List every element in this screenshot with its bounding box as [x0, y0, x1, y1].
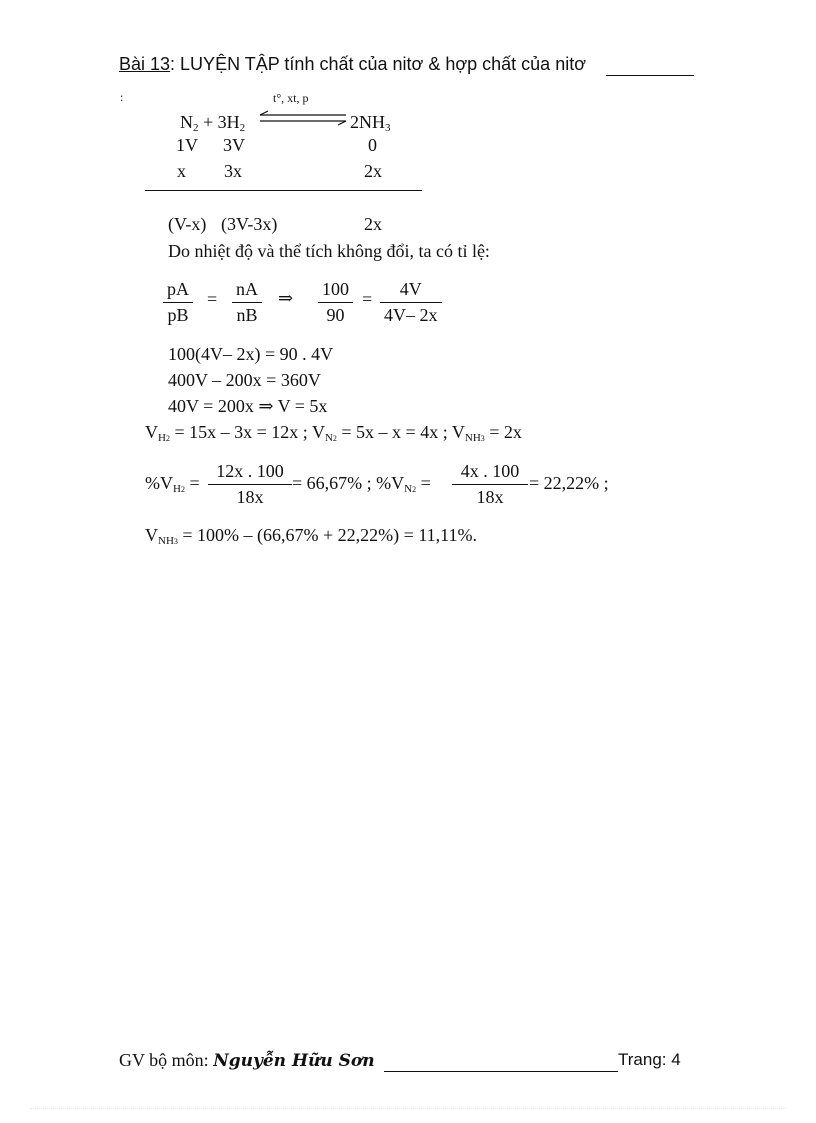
footer-teacher: GV bộ môn: Nguyễn Hữu Sơn: [119, 1050, 375, 1071]
reaction-right: $2NH_3$: [350, 112, 391, 134]
row-initial-b: 3V: [223, 135, 245, 155]
fraction-volumes: 4V 4V– 2x: [380, 279, 442, 326]
row-react-b: 3x: [224, 161, 242, 181]
percent-middle: = 66,67% ; $\%V_{N2}$ =: [292, 473, 431, 495]
equation-2: 400V – 200x = 360V: [168, 370, 321, 390]
ratio-equals-1: =: [207, 289, 218, 309]
bottom-divider: [30, 1108, 786, 1109]
lesson-title: : LUYỆN TẬP tính chất của nitơ & hợp chất của nitơ: [170, 54, 587, 74]
footer-rule: [384, 1071, 618, 1072]
row-eq-a: (V-x): [168, 214, 207, 234]
title-underline: [606, 75, 694, 76]
fraction-numbers: 100 90: [318, 279, 353, 326]
equilibrium-arrow-icon: [258, 110, 348, 128]
volumes-line: $V_{H2} = 15x - 3x = 12x$ ; $V_{N2} = 5x - x = 4x$ ; $V_{NH3} = 2x$: [145, 422, 522, 444]
equation-1: 100(4V– 2x) = 90 . 4V: [168, 344, 334, 364]
row-eq-b: (3V-3x): [221, 214, 278, 234]
implies-icon: ⇒: [278, 288, 294, 308]
row-initial-a: 1V: [176, 135, 198, 155]
equation-3: 40V = 200x ⇒ V = 5x: [168, 396, 328, 416]
lesson-number: Bài 13: [119, 54, 171, 74]
page-title: [119, 54, 586, 75]
fraction-n2-percent: 4x . 100 18x: [452, 461, 528, 508]
bullet-mark: :: [120, 90, 124, 104]
row-eq-c: 2x: [364, 214, 382, 234]
teacher-signature: Nguyễn Hữu Sơn: [213, 1051, 375, 1071]
percent-end: = 22,22% ;: [529, 473, 609, 493]
nh3-volume-line: $V_{NH3} = 100\% - (66,67\% + 22,22\%) = 11,11\%$.: [145, 525, 477, 547]
percent-h2-label: $\%V_{H2}$ =: [145, 473, 200, 495]
row-initial-c: 0: [368, 135, 377, 155]
ratio-equals-2: =: [362, 289, 373, 309]
fraction-pressure: pA pB: [163, 279, 193, 326]
fraction-moles: nA nB: [232, 279, 262, 326]
fraction-h2-percent: 12x . 100 18x: [208, 461, 292, 508]
reaction-divider: [145, 190, 422, 191]
row-react-c: 2x: [364, 161, 382, 181]
reaction-condition: t°, xt, p: [273, 91, 309, 105]
row-react-a: x: [177, 161, 186, 181]
page-number: Trang: 4: [618, 1050, 681, 1069]
ratio-text: Do nhiệt độ và thể tích không đổi, ta có tỉ lệ:: [168, 241, 490, 261]
reaction-left: $N_2 + 3H_2$: [180, 112, 246, 134]
